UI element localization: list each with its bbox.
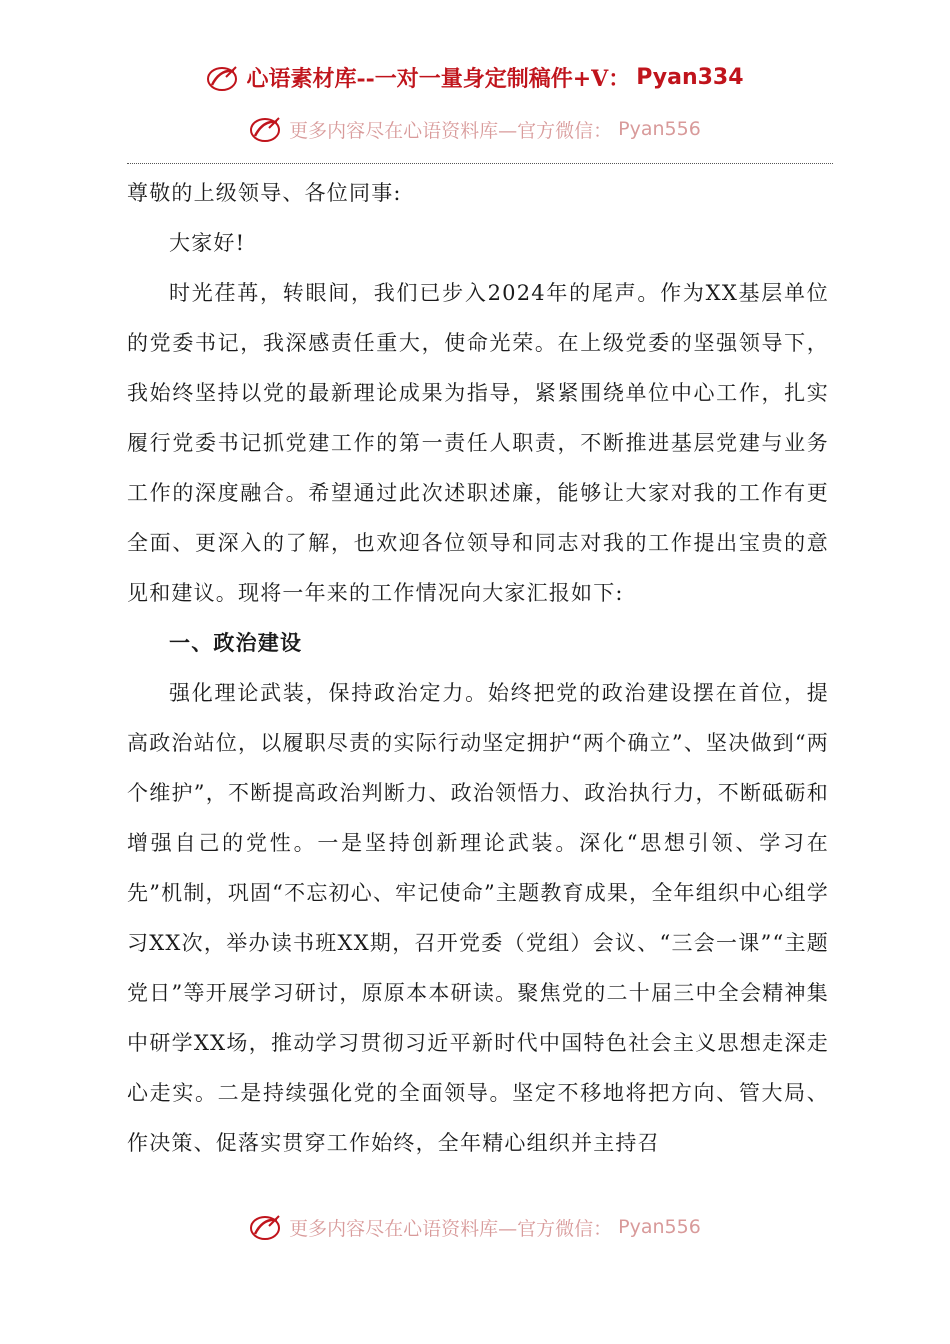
footer-id: Pyan556	[618, 1216, 701, 1238]
intro-paragraph: 时光荏苒，转眼间，我们已步入2024年的尾声。作为XX基层单位的党委书记，我深感责任重大，使命光荣。在上级党委的坚强领导下，我始终坚持以党的最新理论成果为指导，紧紧围绕单位中心工作，扎实履行党委书记抓党建工作的第一责任人职责，不断推进基层党建与业务工作的深度融合。希望通过此次述职述廉，能够让大家对我的工作有更全面、更深入的了解，也欢迎各位领导和同志对我的工作提出宝贵的意见和建议。现将一年来的工作情况向大家汇报如下:	[127, 281, 829, 605]
header-sub-line	[0, 114, 950, 144]
brand-logo-icon	[206, 63, 240, 93]
header-divider	[127, 163, 833, 164]
footer-logo-icon	[249, 1212, 283, 1242]
footer-watermark	[0, 1212, 950, 1242]
section-heading: 一、政治建设	[169, 630, 303, 655]
sub-line-text: 更多内容尽在心语资料库—官方微信：	[289, 119, 613, 142]
salutation: 尊敬的上级领导、各位同事:	[127, 181, 402, 205]
footer-text: 更多内容尽在心语资料库—官方微信：	[289, 1217, 613, 1240]
watermark-logo-icon	[249, 114, 283, 144]
section-paragraph: 强化理论武装，保持政治定力。始终把党的政治建设摆在首位，提高政治站位，以履职尽责的实际行动坚定拥护“两个确立”、坚决做到“两个维护”，不断提高政治判断力、政治领悟力、政治执行力，不断砥砺和增强自己的党性。一是坚持创新理论武装。深化“思想引领、学习在先”机制，巩固“不忘初心、牢记使命”主题教育成果，全年组织中心组学习XX次，举办读书班XX期，召开党委（党组）会议、“三会一课”“主题党日”等开展学习研讨，原原本本研读。聚焦党的二十届三中全会精神集中研学XX场，推动学习贯彻习近平新时代中国特色社会主义思想走深走心走实。二是持续强化党的全面领导。坚定不移地将把方向、管大局、作决策、促落实贯穿工作始终，全年精心组织并主持召	[127, 681, 829, 1155]
brand-id: Pyan334	[636, 65, 744, 90]
brand-text: 心语素材库--一对一量身定制稿件+V：	[246, 66, 631, 92]
sub-line-id: Pyan556	[618, 118, 701, 140]
greeting: 大家好!	[169, 231, 246, 255]
header-brand-line	[0, 62, 950, 93]
document-body	[127, 168, 829, 1168]
